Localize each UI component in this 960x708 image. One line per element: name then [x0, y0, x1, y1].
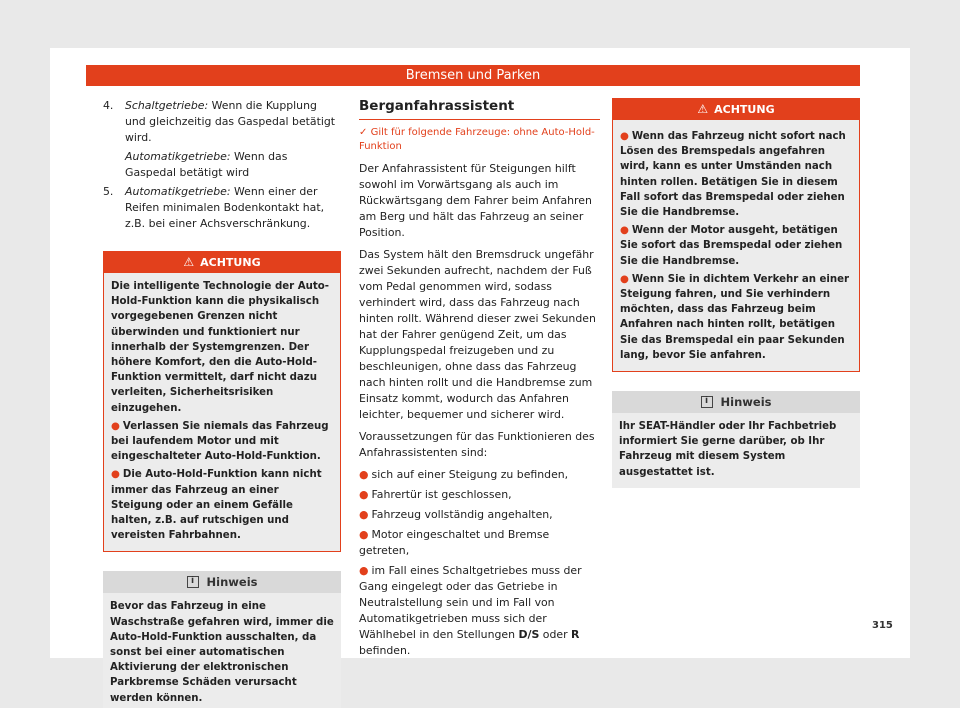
hint-text: Bevor das Fahrzeug in eine Waschstraße gefahren wird, immer die Auto-Hold-Funktion ausschalten, da sonst bei einer automatischen Aktivierung der elektronischen Parkbremse Schäden verursacht werden können. — [110, 601, 334, 704]
bullet-dot-icon: ● — [111, 420, 120, 432]
list-item — [103, 98, 341, 184]
hint-box — [103, 571, 341, 708]
page-number: 315 — [872, 620, 893, 631]
column-middle — [359, 98, 600, 663]
warning-box — [103, 251, 341, 552]
info-icon: i — [187, 576, 199, 588]
hint-header: i Hinweis — [612, 391, 860, 413]
warning-bullet: ● Die Auto-Hold-Funktion kann nicht immer das Fahrzeug an einer Steigung oder an einem Gefälle halten, z.B. auf rutschigen und vereisten Fahrbahnen. — [111, 469, 322, 542]
warning-bullet: ● Wenn das Fahrzeug nicht sofort nach Lösen des Bremspedals angefahren wird, kann es unter Umständen nach hinten rollen. Betätigen Sie in diesem Fall sofort das Bremspedal oder ziehen Sie die Handbremse. — [620, 131, 846, 219]
column-right — [612, 98, 860, 488]
check-icon: ✓ — [359, 127, 368, 138]
paragraph: Der Anfahrassistent für Steigungen hilft sowohl im Vorwärtsgang als auch im Rückwärtsgang dem Fahrer beim Anfahren am Berg und hält das Fahrzeug an seiner Position. — [359, 162, 592, 239]
hint-text: Ihr SEAT-Händler oder Ihr Fachbetrieb informiert Sie gerne darüber, ob Ihr Fahrzeug mit diesem System ausgestattet ist. — [619, 421, 837, 478]
list-number: 5. — [103, 185, 114, 198]
list-item: ● Fahrzeug vollständig angehalten, — [359, 508, 553, 521]
paragraph: Voraussetzungen für das Funktionieren des Anfahrassistenten sind: — [359, 430, 595, 459]
warning-bullet: ● Wenn der Motor ausgeht, betätigen Sie sofort das Bremspedal oder ziehen Sie die Handbremse. — [620, 225, 843, 267]
bullet-dot-icon: ● — [111, 469, 120, 481]
info-icon: i — [701, 396, 713, 408]
list-item — [103, 184, 341, 235]
list-item: ● Fahrertür ist geschlossen, — [359, 488, 512, 501]
bullet-dot-icon: ● — [620, 273, 629, 285]
warning-triangle-icon: ⚠ — [697, 102, 709, 116]
column-left — [103, 98, 341, 708]
list-line: Automatikgetriebe: Wenn einer der Reifen minimalen Bodenkontakt hat, z.B. bei einer Achsverschränkung. — [125, 185, 325, 230]
bullet-dot-icon: ● — [359, 508, 369, 521]
bullet-dot-icon: ● — [359, 564, 369, 577]
section-title: Berganfahrassistent — [359, 98, 600, 120]
bullet-dot-icon: ● — [620, 131, 629, 142]
validity-note: ✓ Gilt für folgende Fahrzeuge: ohne Auto-Hold-Funktion — [359, 127, 595, 152]
hint-header: i Hinweis — [103, 571, 341, 593]
warning-header: ⚠ ACHTUNG — [613, 99, 859, 120]
warning-triangle-icon: ⚠ — [183, 255, 195, 269]
list-item: ● im Fall eines Schaltgetriebes muss der Gang eingelegt oder das Getriebe in Neutralstellung sein und im Fall von Automatikgetrieben muss sich der Wählhebel in den Stellungen D/S oder R befinden. — [359, 564, 582, 657]
bullet-dot-icon: ● — [359, 468, 369, 481]
warning-header: ⚠ ACHTUNG — [104, 252, 340, 273]
list-number: 4. — [103, 99, 114, 112]
page-header: Bremsen und Parken — [86, 65, 860, 86]
list-item: ● sich auf einer Steigung zu befinden, — [359, 468, 569, 481]
list-line: Schaltgetriebe: Wenn die Kupplung und gleichzeitig das Gaspedal betätigt wird. — [125, 99, 336, 144]
bullet-dot-icon: ● — [359, 528, 369, 541]
bullet-dot-icon: ● — [620, 225, 629, 237]
warning-box — [612, 98, 860, 372]
hint-box — [612, 391, 860, 488]
list-item: ● Motor eingeschaltet und Bremse getreten, — [359, 528, 550, 557]
warning-bullet: ● Wenn Sie in dichtem Verkehr an einer Steigung fahren, und Sie verhindern möchten, dass das Fahrzeug beim Anfahren nach hinten rollt, betätigen Sie das Bremspedal ein paar Sekunden lang, bevor Sie anfahren. — [620, 273, 850, 361]
list-line: Automatikgetriebe: Wenn das Gaspedal betätigt wird — [125, 150, 288, 179]
warning-intro: Die intelligente Technologie der Auto-Hold-Funktion kann die physikalisch vorgegebenen Grenzen nicht überwinden und funktioniert nur innerhalb der Systemgrenzen. Der höhere Komfort, den die Auto-Hold-Funktion vermittelt, darf nicht dazu verleiten, Sicherheitsrisiken einzugehen. — [111, 281, 329, 414]
paragraph: Das System hält den Bremsdruck ungefähr zwei Sekunden aufrecht, nachdem der Fuß vom Pedal genommen wird, sodass verhindert wird, dass das Fahrzeug nach hinten rollt. Während dieser zwei Sekunden hat der Fahrer genügend Zeit, um das Kupplungspedal freizugeben und zu beschleunigen, ohne dass das Fahrzeug nach hinten rollt und die Handbremse zum Einsatz kommt, wodurch das Anfahren leichter, bequemer und sicherer wird. — [359, 248, 596, 421]
bullet-dot-icon: ● — [359, 488, 369, 501]
warning-bullet: ● Verlassen Sie niemals das Fahrzeug bei laufendem Motor und mit eingeschalteter Auto-Hold-Funktion. — [111, 420, 329, 463]
